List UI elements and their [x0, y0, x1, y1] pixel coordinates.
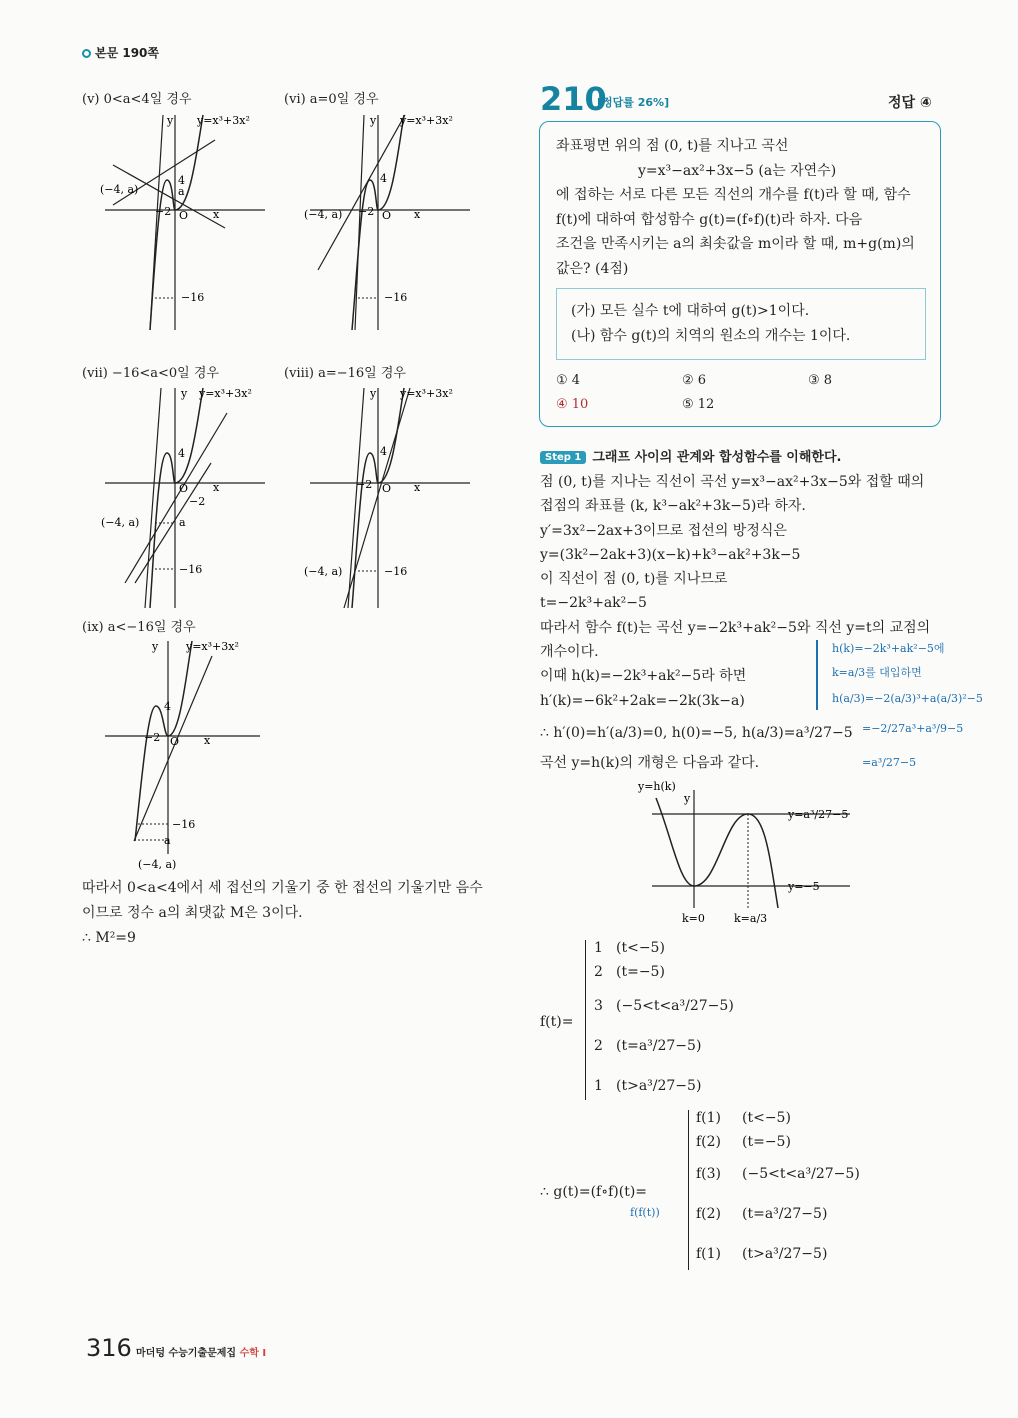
- case-vi-caption: (ⅵ) a=0일 경우: [284, 92, 379, 107]
- gt-row-3-value: f(3): [696, 1166, 722, 1182]
- graph-case-vii: [95, 383, 275, 613]
- gt-row-5-value: f(1): [696, 1246, 722, 1262]
- step-heading: [540, 446, 841, 465]
- gt-note: f(f(t)): [630, 1206, 660, 1219]
- y-label: y: [181, 387, 188, 400]
- label-4: 4: [380, 445, 387, 458]
- case-vii-caption: (ⅶ) −16<a<0일 경우: [82, 366, 219, 381]
- origin-label: O: [179, 209, 189, 222]
- tangent-line-2: [145, 388, 161, 608]
- label-minus2: −2: [189, 495, 206, 508]
- problem-line-6: 값은? (4점): [556, 260, 629, 277]
- ft-row-1-cond: (t<−5): [616, 940, 665, 956]
- gt-row-1-cond: (t<−5): [742, 1110, 791, 1126]
- problem-line-4: f(t)에 대하여 합성함수 g(t)=(f∘f)(t)라 하자. 다음: [556, 211, 863, 228]
- label-minus16: −16: [384, 565, 408, 578]
- note-bracket: [816, 640, 818, 710]
- label-minus16: −16: [181, 291, 205, 304]
- label-minus16: −16: [384, 291, 408, 304]
- label-minus2: −2: [155, 205, 172, 218]
- y-label: y: [684, 792, 691, 805]
- top-line-label: y=a³/27−5: [788, 808, 849, 821]
- label-4: 4: [164, 700, 171, 713]
- gt-lhs: ∴ g(t)=(f∘f)(t)=: [540, 1184, 648, 1200]
- tangent-line-1: [125, 413, 227, 583]
- section-reference: 본문 190쪽: [82, 44, 159, 61]
- point-label: (−4, a): [100, 183, 139, 196]
- graph-case-vi: [300, 110, 480, 335]
- solution-line-12: 곡선 y=h(k)의 개형은 다음과 같다.: [540, 755, 760, 772]
- problem-text: [556, 134, 928, 281]
- a-label: a: [178, 185, 185, 198]
- choice-5[interactable]: ⑤ 12: [682, 397, 715, 412]
- graph-case-v: [95, 110, 275, 335]
- subject-name: 수학 I: [239, 1348, 267, 1359]
- case-viii-caption: (ⅷ) a=−16일 경우: [284, 366, 406, 381]
- condition-na: (나) 함수 g(t)의 치역의 원소의 개수는 1이다.: [571, 328, 851, 344]
- gt-row-4-value: f(2): [696, 1206, 722, 1222]
- solution-line-7: 따라서 함수 f(t)는 곡선 y=−2k³+ak²−5와 직선 y=t의 교점의: [540, 619, 931, 636]
- point-label: (−4, a): [304, 208, 343, 221]
- ft-row-2-cond: (t=−5): [616, 964, 665, 980]
- k0-label: k=0: [682, 912, 705, 925]
- step-tag: Step 1: [540, 451, 586, 464]
- ft-row-5-value: 1: [594, 1078, 603, 1094]
- step-title: 그래프 사이의 관계와 합성함수를 이해한다.: [592, 450, 842, 465]
- curve-label: y=x³+3x²: [197, 114, 250, 127]
- x-label: x: [414, 208, 421, 221]
- label-minus2: −2: [144, 731, 161, 744]
- book-title: [136, 1344, 266, 1359]
- origin-label: O: [382, 482, 392, 495]
- solution-line-2: 접점의 좌표를 (k, k³−ak²+3k−5)라 하자.: [540, 498, 806, 515]
- page-number: 316: [86, 1334, 132, 1362]
- gt-row-4-cond: (t=a³/27−5): [742, 1206, 828, 1222]
- y-label: y: [167, 114, 174, 127]
- note-line-3: h(a/3)=−2(a/3)³+a(a/3)²−5: [832, 692, 983, 705]
- case-v-caption: (ⅴ) 0<a<4일 경우: [82, 92, 192, 107]
- label-minus2: −2: [358, 205, 375, 218]
- gt-brace: [688, 1110, 695, 1270]
- a-label: a: [164, 834, 171, 847]
- circle-bullet-icon: [82, 49, 91, 58]
- origin-label: O: [382, 209, 392, 222]
- solution-line-9: 이때 h(k)=−2k³+ak²−5라 하면: [540, 668, 747, 685]
- point-label: (−4, a): [101, 516, 140, 529]
- problem-line-1: 좌표평면 위의 점 (0, t)를 지나고 곡선: [556, 138, 789, 154]
- problem-line-2: y=x³−ax²+3x−5 (a는 자연수): [638, 162, 837, 179]
- gt-row-5-cond: (t>a³/27−5): [742, 1246, 828, 1262]
- ft-row-1-value: 1: [594, 940, 603, 956]
- point-label: (−4, a): [304, 565, 343, 578]
- y-label: y: [370, 387, 377, 400]
- gt-row-3-cond: (−5<t<a³/27−5): [742, 1166, 860, 1182]
- answer-label: 정답 ④: [888, 95, 932, 111]
- ft-row-4-value: 2: [594, 1038, 603, 1054]
- ft-brace: [585, 940, 592, 1100]
- ft-row-3-value: 3: [594, 998, 603, 1014]
- origin-label: O: [170, 735, 180, 748]
- tangent-line-1: [113, 165, 225, 228]
- condition-box: [556, 288, 926, 360]
- ft-lhs: f(t)=: [540, 1014, 574, 1030]
- tangent-line-1: [318, 115, 405, 270]
- label-minus16: −16: [179, 563, 203, 576]
- correct-rate: [정답률 26%]: [597, 96, 670, 109]
- problem-number: 210: [540, 80, 607, 118]
- note-line-2: k=a/3를 대입하면: [832, 666, 922, 679]
- choice-1[interactable]: ① 4: [556, 373, 581, 388]
- point-label: (−4, a): [138, 858, 177, 871]
- ft-row-3-cond: (−5<t<a³/27−5): [616, 998, 734, 1014]
- x-label: x: [213, 208, 220, 221]
- conclusion: [82, 876, 492, 951]
- curve-label: y=x³+3x²: [186, 640, 239, 653]
- note-line-1: h(k)=−2k³+ak²−5에: [832, 642, 945, 655]
- graph-case-ix: [100, 636, 280, 872]
- case-ix-caption: (ⅸ) a<−16일 경우: [82, 620, 196, 635]
- y-label: y: [370, 114, 377, 127]
- choice-2[interactable]: ② 6: [682, 373, 707, 388]
- tangent-line-2: [348, 388, 364, 608]
- label-4: 4: [178, 447, 185, 460]
- choice-3[interactable]: ③ 8: [808, 373, 833, 388]
- conclusion-line-3: ∴ M²=9: [82, 930, 136, 946]
- x-label: x: [213, 481, 220, 494]
- graph-case-viii: [300, 383, 480, 613]
- problem-line-5: 조건을 만족시키는 a의 최솟값을 m이라 할 때, m+g(m)의: [556, 236, 915, 252]
- graph-h-k: [620, 778, 860, 928]
- gt-row-2-cond: (t=−5): [742, 1134, 791, 1150]
- bottom-line-label: y=−5: [788, 880, 820, 893]
- book-name: 마더텅 수능기출문제집: [136, 1348, 237, 1359]
- y-label: y: [152, 640, 159, 653]
- solution-line-5: 이 직선이 점 (0, t)를 지나므로: [540, 571, 728, 588]
- x-label: x: [204, 734, 211, 747]
- ka-label: k=a/3: [734, 912, 768, 925]
- solution-line-3: y′=3x²−2ax+3이므로 접선의 방정식은: [540, 522, 787, 539]
- ft-row-2-value: 2: [594, 964, 603, 980]
- solution-line-4: y=(3k²−2ak+3)(x−k)+k³−ak²+3k−5: [540, 546, 801, 563]
- conclusion-line-2: 이므로 정수 a의 최댓값 M은 3이다.: [82, 905, 303, 921]
- note-line-4: =−2/27a³+a³/9−5: [862, 722, 964, 735]
- curve-label: y=x³+3x²: [400, 387, 453, 400]
- solution-line-10: h′(k)=−6k²+2ak=−2k(3k−a): [540, 692, 745, 709]
- label-minus2: −2: [356, 478, 373, 491]
- x-label: x: [414, 481, 421, 494]
- gt-row-2-value: f(2): [696, 1134, 722, 1150]
- label-4: 4: [178, 174, 185, 187]
- solution-line-8: 개수이다.: [540, 644, 599, 661]
- problem-line-3: 에 접하는 서로 다른 모든 직선의 개수를 f(t)라 할 때, 함수: [556, 187, 911, 203]
- solution-line-6: t=−2k³+ak²−5: [540, 595, 647, 612]
- ft-row-5-cond: (t>a³/27−5): [616, 1078, 702, 1094]
- label-minus16: −16: [172, 818, 196, 831]
- solution-line-11: ∴ h′(0)=h′(a/3)=0, h(0)=−5, h(a/3)=a³/27−5: [540, 724, 853, 741]
- a-label: a: [179, 516, 186, 529]
- gt-row-1-value: f(1): [696, 1110, 722, 1126]
- ft-row-4-cond: (t=a³/27−5): [616, 1038, 702, 1054]
- curve-label: y=x³+3x²: [199, 387, 252, 400]
- label-4: 4: [380, 172, 387, 185]
- h-ylabel: y=h(k): [638, 780, 676, 793]
- curve-label: y=x³+3x²: [400, 114, 453, 127]
- origin-label: O: [179, 482, 189, 495]
- condition-ga: (가) 모든 실수 t에 대하여 g(t)>1이다.: [571, 303, 810, 319]
- choice-4-checked[interactable]: ④ 10: [556, 397, 589, 412]
- note-line-5: =a³/27−5: [862, 756, 917, 769]
- conclusion-line-1: 따라서 0<a<4에서 세 접선의 기울기 중 한 접선의 기울기만 음수: [82, 880, 483, 896]
- solution-line-1: 점 (0, t)를 지나는 직선이 곡선 y=x³−ax²+3x−5와 접할 때의: [540, 474, 925, 490]
